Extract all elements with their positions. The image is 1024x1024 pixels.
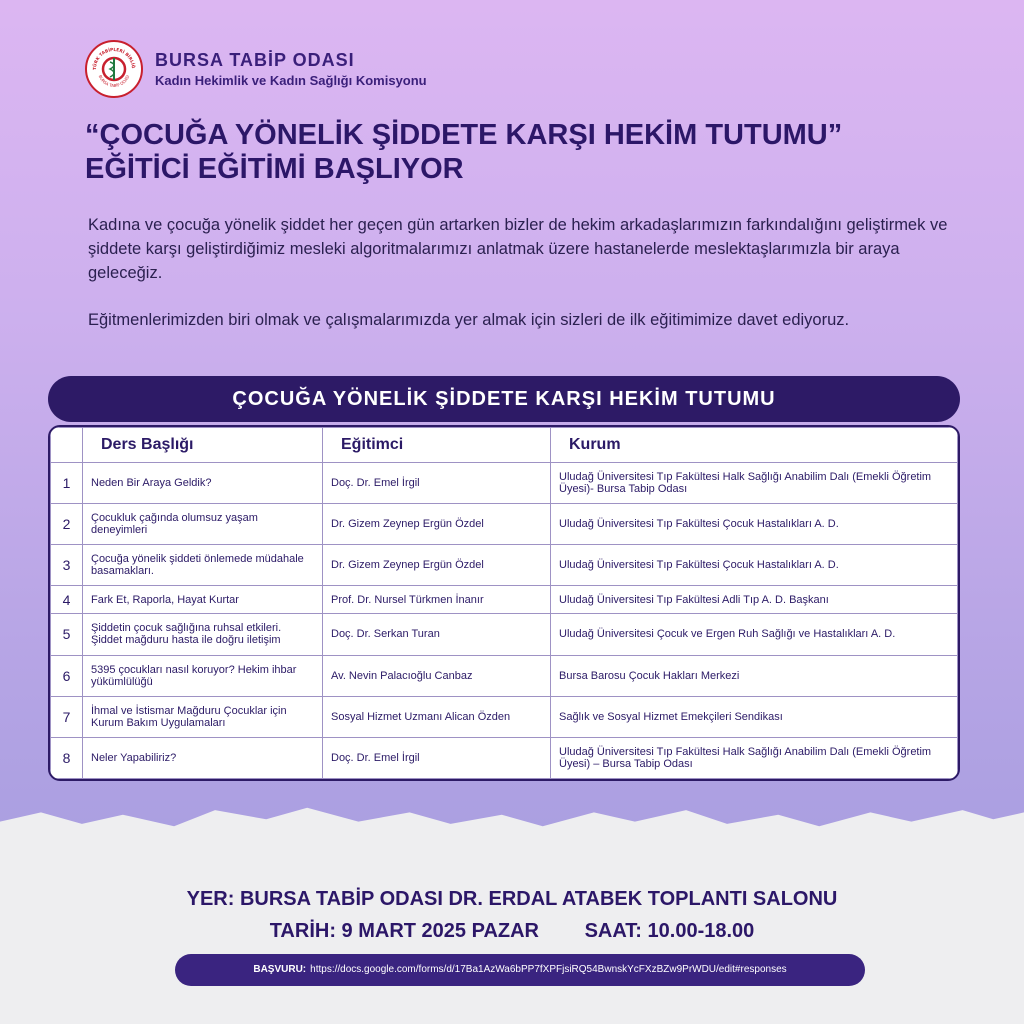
row-trainer: Doç. Dr. Serkan Turan: [323, 614, 551, 655]
row-trainer: Av. Nevin Palacıoğlu Canbaz: [323, 655, 551, 696]
row-title: Fark Et, Raporla, Hayat Kurtar: [83, 586, 323, 614]
caduceus-icon: [88, 43, 140, 95]
title-line-2: EĞİTİCİ EĞİTİMİ BAŞLIYOR: [85, 153, 464, 185]
row-institution: Uludağ Üniversitesi Çocuk ve Ergen Ruh Sağlığı ve Hastalıkları A. D.: [551, 614, 958, 655]
row-number: 6: [51, 655, 83, 696]
table-row: [51, 463, 958, 504]
org-subtitle: Kadın Hekimlik ve Kadın Sağlığı Komisyonu: [155, 73, 427, 88]
row-number: 8: [51, 737, 83, 778]
org-name: BURSA TABİP ODASI: [155, 50, 355, 70]
row-institution: Uludağ Üniversitesi Tıp Fakültesi Çocuk Hastalıkları A. D.: [551, 504, 958, 545]
table-row: [51, 655, 958, 696]
event-time: SAAT: 10.00-18.00: [584, 920, 755, 942]
row-institution: Sağlık ve Sosyal Hizmet Emekçileri Sendikası: [551, 696, 958, 737]
row-number: 5: [51, 614, 83, 655]
row-title: Şiddetin çocuk sağlığına ruhsal etkileri. Şiddet mağduru hasta ile doğru iletişim: [83, 614, 323, 655]
table-header-row: [51, 428, 958, 463]
row-number: 7: [51, 696, 83, 737]
page-title: [85, 118, 965, 186]
table-row: [51, 696, 958, 737]
apply-url[interactable]: https://docs.google.com/forms/d/17Ba1AzWa6bPP7fXPFjsiRQ54BwnskYcFXzBZw9PrWDU/edit#responses: [310, 964, 787, 975]
row-institution: Uludağ Üniversitesi Tıp Fakültesi Adli Tıp A. D. Başkanı: [551, 586, 958, 614]
row-title: İhmal ve İstismar Mağduru Çocuklar için Kurum Bakım Uygulamaları: [83, 696, 323, 737]
column-header-title: Ders Başlığı: [83, 428, 323, 463]
row-number: 2: [51, 504, 83, 545]
table-row: [51, 586, 958, 614]
row-trainer: Dr. Gizem Zeynep Ergün Özdel: [323, 504, 551, 545]
header: [85, 40, 427, 98]
event-date: TARİH: 9 MART 2025 PAZAR: [269, 920, 539, 942]
row-trainer: Prof. Dr. Nursel Türkmen İnanır: [323, 586, 551, 614]
intro-paragraph-1: Kadına ve çocuğa yönelik şiddet her geçen gün artarken bizler de hekim arkadaşlarımızın farkındalığını geliştirmek ve şiddete karşı geliştirdiğimiz mesleki algoritmalarımızı anlatmak üzere hastanelerde meslektaşlarımızla bir araya geleceğiz.: [88, 216, 948, 282]
row-title: 5395 çocukları nasıl koruyor? Hekim ihbar yükümlülüğü: [83, 655, 323, 696]
row-trainer: Doç. Dr. Emel İrgil: [323, 463, 551, 504]
table-row: [51, 504, 958, 545]
row-trainer: Sosyal Hizmet Uzmanı Alican Özden: [323, 696, 551, 737]
application-link-bar[interactable]: [175, 954, 865, 986]
date-time: [0, 920, 1024, 943]
table-row: [51, 545, 958, 586]
title-line-1: “ÇOCUĞA YÖNELİK ŞİDDETE KARŞI HEKİM TUTUMU”: [85, 119, 843, 151]
svg-text:TÜRK TABİPLERİ BİRLİĞİ: TÜRK TABİPLERİ BİRLİĞ: [92, 47, 136, 71]
row-title: Çocuğa yönelik şiddeti önlemede müdahale basamakları.: [83, 545, 323, 586]
column-header-trainer: Eğitimci: [323, 428, 551, 463]
row-institution: Uludağ Üniversitesi Tıp Fakültesi Çocuk Hastalıkları A. D.: [551, 545, 958, 586]
intro-text: [88, 213, 968, 355]
row-number: 4: [51, 586, 83, 614]
apply-label: BAŞVURU:: [253, 964, 307, 975]
svg-text:BURSA TABİP ODASI: BURSA TABİP ODASI: [97, 74, 131, 89]
venue: YER: BURSA TABİP ODASI DR. ERDAL ATABEK TOPLANTI SALONU: [186, 888, 838, 910]
row-trainer: Dr. Gizem Zeynep Ergün Özdel: [323, 545, 551, 586]
row-institution: Bursa Barosu Çocuk Hakları Merkezi: [551, 655, 958, 696]
schedule-table: [48, 425, 960, 781]
row-institution: Uludağ Üniversitesi Tıp Fakültesi Halk Sağlığı Anabilim Dalı (Emekli Öğretim Üyesi)- Bursa Tabip Odası: [551, 463, 958, 504]
intro-paragraph-2: Eğitmenlerimizden biri olmak ve çalışmalarımızda yer almak için sizleri de ilk eğitimimize davet ediyoruz.: [88, 311, 850, 329]
row-title: Neden Bir Araya Geldik?: [83, 463, 323, 504]
row-title: Neler Yapabiliriz?: [83, 737, 323, 778]
column-header-no: [51, 428, 83, 463]
row-institution: Uludağ Üniversitesi Tıp Fakültesi Halk Sağlığı Anabilim Dalı (Emekli Öğretim Üyesi) – Bursa Tabip Odası: [551, 737, 958, 778]
row-number: 3: [51, 545, 83, 586]
table-row: [51, 737, 958, 778]
table-row: [51, 614, 958, 655]
table-heading: ÇOCUĞA YÖNELİK ŞİDDETE KARŞI HEKİM TUTUMU: [48, 376, 960, 422]
bursa-tabip-odasi-logo: [85, 40, 143, 98]
column-header-institution: Kurum: [551, 428, 958, 463]
row-trainer: Doç. Dr. Emel İrgil: [323, 737, 551, 778]
row-number: 1: [51, 463, 83, 504]
row-title: Çocukluk çağında olumsuz yaşam deneyimleri: [83, 504, 323, 545]
